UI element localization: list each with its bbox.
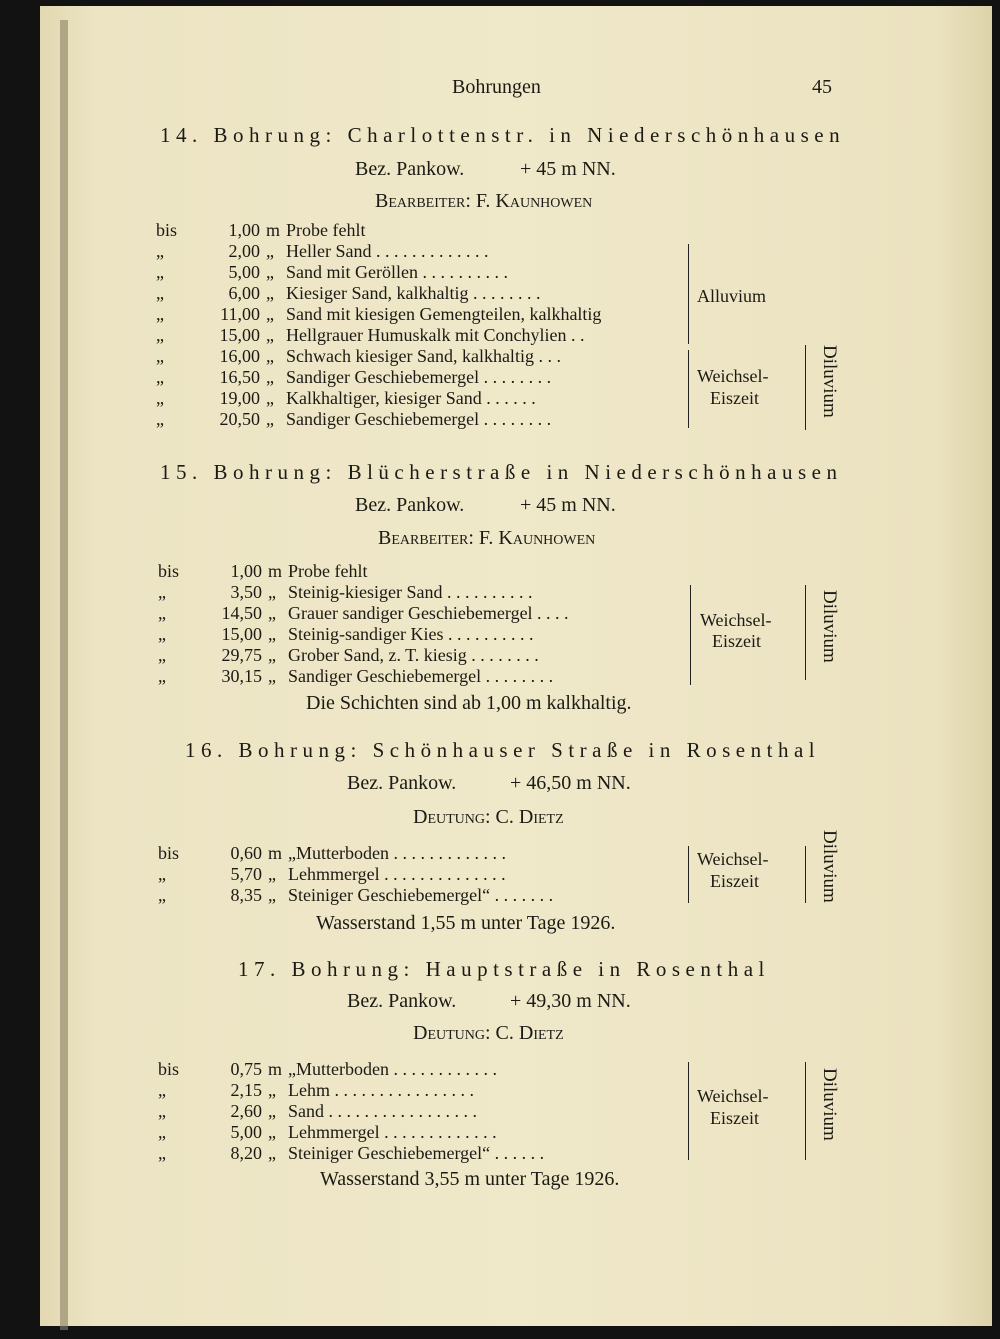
bracket bbox=[805, 345, 806, 430]
section-16-title: 16. Bohrung: Schönhauser Straße in Rosenthal bbox=[185, 738, 821, 762]
group-label-weichsel: Weichsel- bbox=[700, 610, 772, 630]
section-17-location: Bez. Pankow. bbox=[347, 990, 457, 1012]
section-14-location: Bez. Pankow. bbox=[355, 158, 465, 180]
era-label-diluvium: Diluvium bbox=[819, 345, 840, 418]
group-label-weichsel: Weichsel- bbox=[697, 1086, 769, 1106]
group-label-eiszeit: Eiszeit bbox=[712, 631, 761, 651]
section-17-elevation: + 49,30 m NN. bbox=[510, 990, 631, 1012]
bracket bbox=[690, 585, 691, 685]
era-label-diluvium: Diluvium bbox=[819, 830, 840, 903]
group-label-weichsel: Weichsel- bbox=[697, 366, 769, 386]
running-title: Bohrungen bbox=[452, 76, 541, 98]
section-14-author: Bearbeiter: F. Kaunhowen bbox=[375, 190, 593, 212]
bracket bbox=[688, 244, 689, 344]
section-17-note: Wasserstand 3,55 m unter Tage 1926. bbox=[320, 1168, 620, 1190]
era-label-diluvium: Diluvium bbox=[819, 1068, 840, 1141]
bracket bbox=[805, 1062, 806, 1160]
section-17-author: Deutung: C. Dietz bbox=[413, 1022, 564, 1044]
section-14-elevation: + 45 m NN. bbox=[520, 158, 616, 180]
page-number: 45 bbox=[812, 76, 832, 98]
section-15-elevation: + 45 m NN. bbox=[520, 494, 616, 516]
section-16-location: Bez. Pankow. bbox=[347, 772, 457, 794]
bracket bbox=[805, 585, 806, 680]
group-label-eiszeit: Eiszeit bbox=[710, 388, 759, 408]
bracket bbox=[805, 846, 806, 903]
group-label-weichsel: Weichsel- bbox=[697, 849, 769, 869]
section-16-elevation: + 46,50 m NN. bbox=[510, 772, 631, 794]
page-gutter bbox=[60, 20, 68, 1330]
era-label-diluvium: Diluvium bbox=[819, 590, 840, 663]
bracket bbox=[688, 350, 689, 428]
group-label-eiszeit: Eiszeit bbox=[710, 871, 759, 891]
section-15-location: Bez. Pankow. bbox=[355, 494, 465, 516]
section-16-note: Wasserstand 1,55 m unter Tage 1926. bbox=[316, 912, 616, 934]
section-15-author: Bearbeiter: F. Kaunhowen bbox=[378, 527, 596, 549]
group-label-eiszeit: Eiszeit bbox=[710, 1108, 759, 1128]
group-label-alluvium: Alluvium bbox=[697, 286, 767, 306]
section-14-title: 14. Bohrung: Charlottenstr. in Niederschönhausen bbox=[160, 123, 846, 147]
section-17-title: 17. Bohrung: Hauptstraße in Rosenthal bbox=[238, 957, 770, 981]
section-15-note: Die Schichten sind ab 1,00 m kalkhaltig. bbox=[306, 692, 632, 714]
bracket bbox=[688, 846, 689, 903]
bracket bbox=[688, 1062, 689, 1160]
section-16-author: Deutung: C. Dietz bbox=[413, 806, 564, 828]
section-15-title: 15. Bohrung: Blücherstraße in Niederschönhausen bbox=[160, 460, 843, 484]
